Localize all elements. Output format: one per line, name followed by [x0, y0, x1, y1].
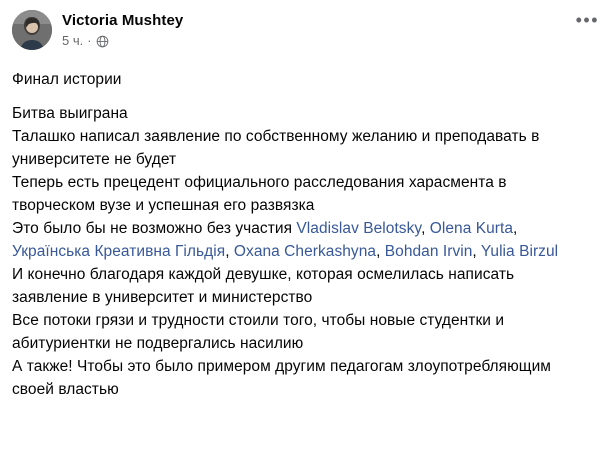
globe-icon[interactable] — [96, 35, 109, 48]
credit-comma-2: , — [513, 220, 518, 237]
post-title-line: Финал истории — [12, 71, 122, 88]
credit-comma-3: , — [225, 243, 234, 260]
credit-prefix: Это было бы не возможно без участия — [12, 220, 297, 237]
post-header — [12, 10, 601, 56]
credit-comma-1: , — [421, 220, 430, 237]
post-credit-line — [12, 217, 586, 263]
post-author-block — [62, 10, 183, 49]
post-closing-1: И конечно благодаря каждой девушке, которая осмелилась написать заявление в университет и министерство — [12, 266, 515, 306]
post-paragraph-3: Теперь есть прецедент официального расследования харасмента в творческом вузе и успешная его развязка — [12, 174, 507, 214]
mention-link[interactable]: Oxana Cherkashyna — [233, 243, 377, 260]
mention-link[interactable]: Українська Креативна Гільдія — [12, 243, 226, 260]
post-meta — [62, 32, 183, 49]
avatar[interactable] — [12, 10, 52, 50]
post-message — [12, 68, 601, 401]
post-timestamp[interactable]: 5 ч. — [62, 33, 84, 48]
post-paragraph-2: Талашко написал заявление по собственному желанию и преподавать в университете не будет — [12, 128, 540, 168]
credit-comma-4: , — [376, 243, 385, 260]
more-options-icon[interactable]: ••• — [575, 10, 599, 30]
spacer — [12, 91, 586, 102]
post-closing-3: А также! Чтобы это было примером другим педагогам злоупотребляющим своей властью — [12, 358, 551, 398]
mention-link[interactable]: Vladislav Belotsky — [296, 220, 422, 237]
mention-link[interactable]: Bohdan Irvin — [384, 243, 473, 260]
credit-comma-5: , — [472, 243, 481, 260]
mention-link[interactable]: Olena Kurta — [429, 220, 514, 237]
mention-link[interactable]: Yulia Birzul — [480, 243, 559, 260]
post-paragraph-1: Битва выиграна — [12, 105, 128, 122]
author-name[interactable]: Victoria Mushtey — [62, 12, 184, 29]
post-closing-2: Все потоки грязи и трудности стоили того, чтобы новые студентки и абитуриентки не подвергались насилию — [12, 312, 505, 352]
meta-separator: · — [87, 33, 92, 48]
